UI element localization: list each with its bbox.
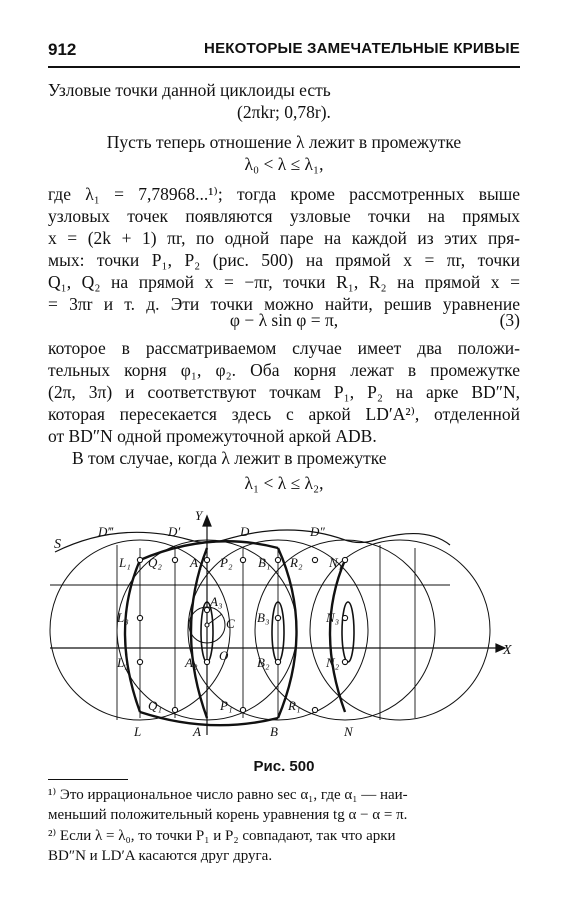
text-line: x = (2k + 1) πr, по одной паре на каждой из этих пря- — [48, 228, 520, 248]
text-line: В том случае, когда λ лежит в промежутке — [72, 448, 387, 468]
text-line: от BD″N одной промежуточной аркой ADB. — [48, 426, 377, 446]
text-line: где λ₁ = 7,78968...¹⁾; тогда кроме рассмотренных выше — [48, 184, 520, 204]
footnote-1-line-2: меньший положительный корень уравнения tg α − α = π. — [48, 807, 408, 823]
label-D1: D′ — [168, 524, 181, 539]
label-S: S — [54, 537, 61, 552]
text-line: которая пересекается здесь с аркой LD′A²⁾, отделенной — [48, 404, 520, 424]
point-A3 — [204, 607, 209, 612]
radius-line — [207, 614, 222, 625]
point-L2 — [137, 659, 142, 664]
label-N1: N₁ — [329, 555, 343, 570]
equation-number: (3) — [499, 310, 520, 330]
text-line: тельных корня φ₁, φ₂. Оба корня лежат в промежутке — [48, 360, 520, 380]
label-P1: P₁ — [220, 698, 233, 713]
label-A: A — [193, 724, 201, 739]
label-D: D — [240, 524, 250, 539]
label-N2: N₂ — [326, 655, 340, 670]
label-B1: B₁ — [258, 555, 271, 570]
point-C — [205, 623, 209, 627]
label-X: X — [503, 643, 512, 658]
footnote-rule — [48, 779, 128, 780]
label-D2: D″ — [310, 524, 325, 539]
text-line: которое в рассматриваемом случае имеет два положи- — [48, 338, 520, 358]
loop-n — [342, 602, 354, 662]
label-C: C — [226, 616, 235, 631]
text-line: Q₁, Q₂ на прямой x = −πr, точки R₁, R₂ на прямой x = — [48, 272, 520, 292]
running-title: НЕКОТОРЫЕ ЗАМЕЧАТЕЛЬНЫЕ КРИВЫЕ — [204, 40, 520, 57]
text-line: Пусть теперь отношение λ лежит в промежутке — [106, 132, 462, 152]
label-D3: D‴ — [98, 524, 113, 539]
circle-n — [255, 540, 435, 720]
label-L1: L₁ — [119, 555, 131, 570]
point-P2 — [240, 557, 245, 562]
label-N3: N₃ — [326, 610, 340, 625]
label-L3: L₃ — [117, 610, 129, 625]
cycloid-top-curve — [55, 530, 450, 552]
figure-caption: Рис. 500 — [253, 758, 315, 775]
point-R2 — [312, 557, 317, 562]
label-Y: Y — [195, 508, 203, 523]
arc-lda — [125, 560, 140, 712]
point-N3 — [342, 615, 347, 620]
label-B2: B₂ — [257, 655, 270, 670]
label-L: L — [134, 724, 142, 739]
label-O: O — [219, 648, 229, 663]
point-B1 — [275, 557, 280, 562]
footnote-2-line-1: ²⁾ Если λ = λ₀, то точки P₁ и P₂ совпадают, так что арки — [48, 828, 396, 844]
text-line: мых: точки P₁, P₂ (рис. 500) на прямой x = πr, точки — [48, 250, 520, 270]
point-L1 — [137, 557, 142, 562]
label-Q2: Q₂ — [148, 555, 162, 570]
label-Q1: Q₁ — [148, 698, 162, 713]
label-R2: R₂ — [290, 555, 303, 570]
label-A3: A₃ — [210, 594, 223, 609]
point-N2 — [342, 659, 347, 664]
point-B3 — [275, 615, 280, 620]
point-B2 — [275, 659, 280, 664]
text-line: узловых точек появляются узловые точки на прямых — [48, 206, 520, 226]
text-line: = 3πr и т. д. Эти точки можно найти, решив уравнение — [48, 294, 520, 314]
formula-interval-2: λ₁ < λ ≤ λ₂, — [244, 473, 324, 493]
footnote-1-line-1: ¹⁾ Это иррациональное число равно sec α₁, где α₁ — наи- — [48, 787, 408, 803]
label-N: N — [344, 724, 353, 739]
label-P2: P₂ — [220, 555, 233, 570]
text-line: (2π, 3π) и соответствуют точкам P₁, P₂ на арке BD″N, — [48, 382, 520, 402]
label-A2: A₂ — [185, 655, 198, 670]
point-A2 — [204, 659, 209, 664]
point-N1 — [342, 557, 347, 562]
label-B3: B₃ — [257, 610, 270, 625]
label-A1: A₁ — [190, 555, 203, 570]
formula-interval-1: λ₀ < λ ≤ λ₁, — [244, 154, 324, 174]
text-line: Узловые точки данной циклоиды есть — [48, 80, 331, 100]
point-A1 — [204, 557, 209, 562]
formula-nodal-points: (2πkr; 0,78r). — [237, 102, 331, 122]
point-P1 — [240, 707, 245, 712]
label-R1: R₁ — [288, 698, 301, 713]
footnote-2-line-2: BD″N и LD′A касаются друг друга. — [48, 848, 273, 864]
point-Q1 — [172, 707, 177, 712]
label-L2: L₂ — [117, 655, 129, 670]
page-number: 912 — [48, 40, 77, 59]
y-axis-arrow — [203, 516, 211, 526]
equation-text: φ − λ sin φ = π, — [229, 310, 339, 330]
label-B: B — [270, 724, 278, 739]
arc-bottom — [140, 712, 278, 725]
point-L3 — [137, 615, 142, 620]
point-Q2 — [172, 557, 177, 562]
point-R1 — [312, 707, 317, 712]
